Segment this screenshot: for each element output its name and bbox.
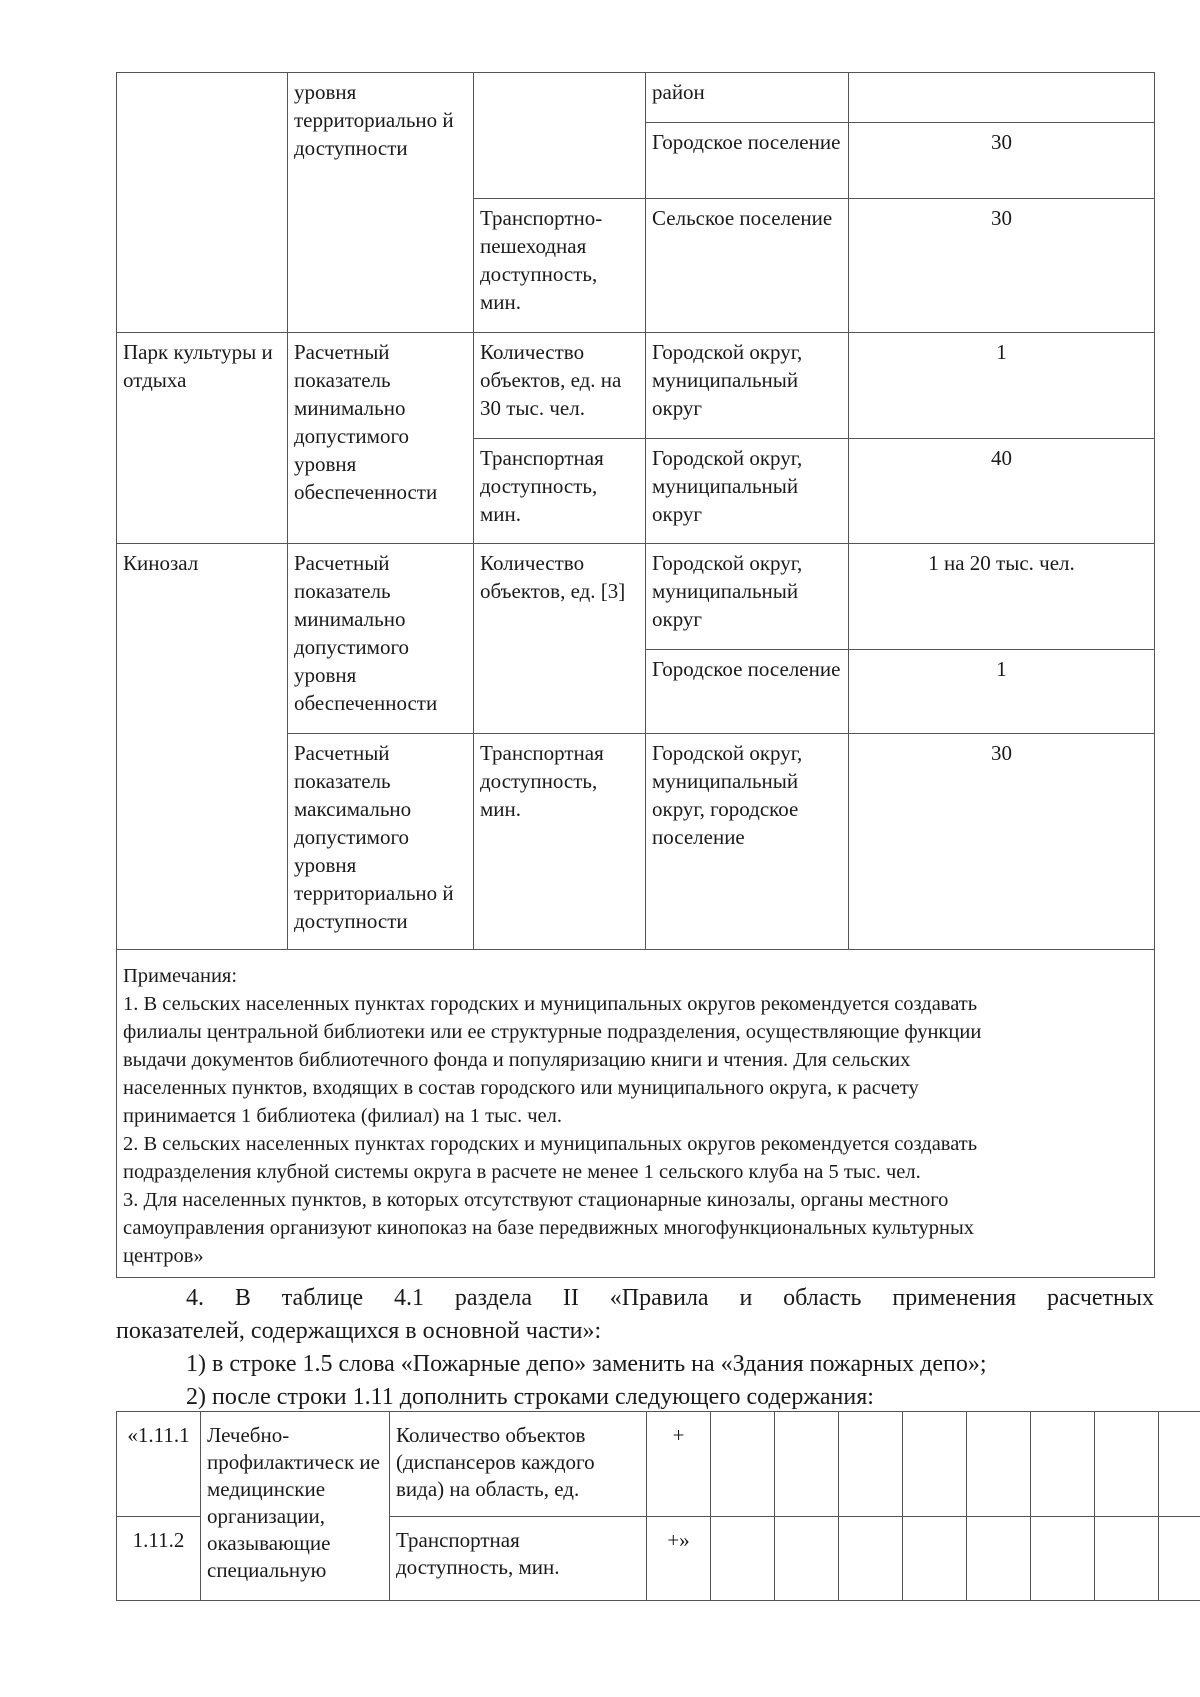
parameter-cell: Количество объектов, ед. [3] [474, 544, 646, 734]
parameter-cell: Транспортная доступность, мин. [474, 439, 646, 544]
object-cell-cinema: Кинозал [117, 544, 288, 950]
object-cell-park: Парк культуры и отдыха [117, 333, 288, 544]
empty-cell [1031, 1517, 1095, 1601]
row-number: 1.11.2 [117, 1517, 201, 1601]
territory-cell: Городское поселение [646, 650, 849, 734]
paragraph-4 [116, 1282, 1154, 1348]
mark-cell: +» [647, 1517, 711, 1601]
notes-line: филиалы центральной библиотеки или ее структурные подразделения, осуществляющие функции [123, 1021, 982, 1043]
territory-cell: Сельское поселение [646, 199, 849, 333]
notes-line: центров» [123, 1245, 204, 1267]
indicator-cell: Расчетный показатель максимально допустимого уровня территориально й доступности [288, 734, 474, 950]
notes-line: подразделения клубной системы округа в расчете не менее 1 сельского клуба на 5 тыс. чел. [123, 1161, 921, 1183]
mark-cell: + [647, 1412, 711, 1517]
value-cell [849, 73, 1155, 123]
territory-cell: Городской округ, муниципальный округ [646, 439, 849, 544]
empty-cell [1159, 1412, 1200, 1517]
value-cell: 40 [849, 439, 1155, 544]
value-cell: 1 [849, 333, 1155, 439]
territory-cell: район [646, 73, 849, 123]
empty-cell [967, 1517, 1031, 1601]
notes-line: выдачи документов библиотечного фонда и популяризацию книги и чтения. Для сельских [123, 1049, 911, 1071]
list-item-1: 1) в строке 1.5 слова «Пожарные депо» заменить на «Здания пожарных депо»; [186, 1351, 987, 1377]
row-number: «1.11.1 [117, 1412, 201, 1517]
empty-cell [903, 1517, 967, 1601]
notes-line: Примечания: [123, 965, 238, 987]
territory-cell: Городской округ, муниципальный округ, городское поселение [646, 734, 849, 950]
empty-cell [967, 1412, 1031, 1517]
empty-cell [839, 1517, 903, 1601]
empty-cell [711, 1412, 775, 1517]
value-cell: 30 [849, 123, 1155, 199]
value-cell: 30 [849, 734, 1155, 950]
indicator-cell: Транспортная доступность, мин. [390, 1517, 647, 1601]
notes-line: 1. В сельских населенных пунктах городских и муниципальных округов рекомендуется создавать [123, 993, 978, 1015]
territory-cell: Городское поселение [646, 123, 849, 199]
paragraph-4-line-2: показателей, содержащихся в основной части»: [116, 1318, 602, 1344]
parameter-cell: Количество объектов, ед. на 30 тыс. чел. [474, 333, 646, 439]
value-cell: 1 на 20 тыс. чел. [849, 544, 1155, 650]
notes-line: 3. Для населенных пунктов, в которых отсутствуют стационарные кинозалы, органы местного [123, 1189, 949, 1211]
empty-cell [839, 1412, 903, 1517]
value-cell: 30 [849, 199, 1155, 333]
empty-cell [1031, 1412, 1095, 1517]
territory-cell: Городской округ, муниципальный округ [646, 544, 849, 650]
parameter-cell: Транспортная доступность, мин. [474, 734, 646, 950]
parameter-cell: Транспортно-пешеходная доступность, мин. [474, 199, 646, 333]
object-name-cell: Лечебно-профилактическ ие медицинские организации, оказывающие специальную [201, 1412, 390, 1601]
notes-line: населенных пунктов, входящих в состав городского или муниципального округа, к расчету [123, 1077, 919, 1099]
empty-cell [775, 1412, 839, 1517]
territory-cell: Городской округ, муниципальный округ [646, 333, 849, 439]
empty-cell [711, 1517, 775, 1601]
empty-cell [1095, 1517, 1159, 1601]
notes-line: 2. В сельских населенных пунктах городских и муниципальных округов рекомендуется создавать [123, 1133, 978, 1155]
object-cell-continued [117, 73, 288, 333]
notes-cell [117, 950, 1155, 1278]
value-cell: 1 [849, 650, 1155, 734]
empty-cell [1159, 1517, 1200, 1601]
list-item-2: 2) после строки 1.11 дополнить строками следующего содержания: [186, 1384, 874, 1410]
indicator-cell: уровня территориально й доступности [288, 73, 474, 333]
regulation-table [116, 72, 1155, 1278]
addition-table [116, 1411, 1200, 1601]
notes-line: принимается 1 библиотека (филиал) на 1 тыс. чел. [123, 1105, 562, 1127]
indicator-cell: Количество объектов (диспансеров каждого вида) на область, ед. [390, 1412, 647, 1517]
empty-cell [903, 1412, 967, 1517]
indicator-cell: Расчетный показатель минимально допустимого уровня обеспеченности [288, 333, 474, 544]
empty-cell [775, 1517, 839, 1601]
parameter-cell [474, 73, 646, 199]
notes-line: самоуправления организуют кинопоказ на базе передвижных многофункциональных культурных [123, 1217, 975, 1239]
indicator-cell: Расчетный показатель минимально допустимого уровня обеспеченности [288, 544, 474, 734]
paragraph-4-line-1: 4. В таблице 4.1 раздела II «Правила и область применения расчетных [186, 1285, 1154, 1311]
empty-cell [1095, 1412, 1159, 1517]
